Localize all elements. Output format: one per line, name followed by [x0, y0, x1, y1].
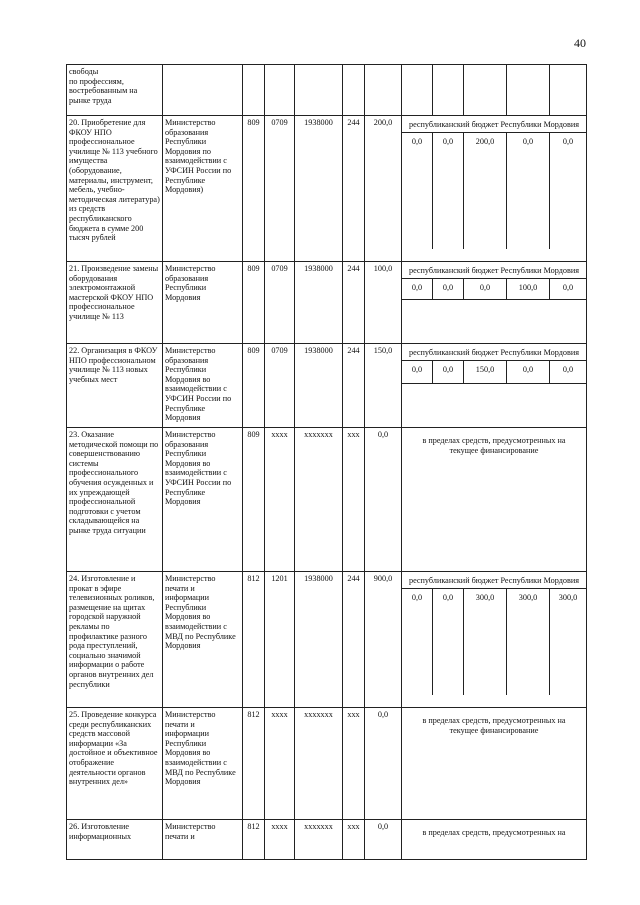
total-cell: 0,0	[365, 708, 402, 820]
grbs-cell: 809	[243, 116, 265, 262]
total-cell: 0,0	[365, 428, 402, 572]
year-value: 0,0	[411, 592, 423, 602]
funding-source: республиканский бюджет Республики Мордовия	[402, 116, 586, 133]
funding-source: республиканский бюджет Республики Мордовия	[402, 344, 586, 361]
executor-cell: Министерство образования Республики Мордовия во взаимодействии с УФСИН России по Республике Мордовия	[163, 428, 243, 572]
table-row	[67, 344, 587, 428]
year-value: 0,0	[411, 136, 423, 146]
csr-cell: ххххххх	[295, 708, 343, 820]
measure-name-cell: 21. Произведение замены оборудования электромонтажной мастерской ФКОУ НПО профессиональное училище № 113	[67, 262, 163, 344]
funding-note: в пределах средств, предусмотренных на текущее финансирование	[422, 716, 566, 735]
year-value: 0,0	[507, 133, 550, 249]
rzpr-cell: 0709	[265, 344, 295, 428]
year-value: 0,0	[433, 361, 464, 383]
year-value: 150,0	[464, 361, 507, 383]
rzpr-cell: 1201	[265, 572, 295, 708]
funding-cell	[402, 65, 587, 116]
measure-name-cell: 25. Проведение конкурса среди республиканских средств массовой информации «За достойное и объективное отображение деятельности органов внутренних дел»	[67, 708, 163, 820]
total-cell: 150,0	[365, 344, 402, 428]
year-value: 100,0	[507, 279, 550, 299]
csr-cell: 1938000	[295, 262, 343, 344]
funding-cell	[402, 344, 587, 428]
grbs-cell: 809	[243, 344, 265, 428]
year-value: 0,0	[433, 133, 464, 249]
funding-note-cell	[402, 428, 587, 572]
csr-cell: ххххххх	[295, 820, 343, 860]
table-row	[67, 262, 587, 344]
year-value: 0,0	[411, 282, 423, 292]
measure-name-cell: свободы по профессиям, востребованным на рынке труда	[67, 65, 163, 116]
measure-name-cell: 26. Изготовление информационных	[67, 820, 163, 860]
funding-note-cell	[402, 820, 587, 860]
program-measures-table	[66, 64, 587, 860]
grbs-cell: 812	[243, 708, 265, 820]
grbs-cell: 812	[243, 820, 265, 860]
executor-cell: Министерство печати и информации Республики Мордовия во взаимодействии с МВД по Республике Мордовия	[163, 572, 243, 708]
executor-cell: Министерство образования Республики Мордовия по взаимодействии с УФСИН России по Республике Мордовия)	[163, 116, 243, 262]
table-row	[67, 708, 587, 820]
funding-source: республиканский бюджет Республики Мордовия	[402, 262, 586, 279]
measure-name-cell: 23. Оказание методической помощи по совершенствованию системы профессионального обучения осужденных и их упреждающей профессиональной подготовки с учетом складывающейся на рынке труда ситуации	[67, 428, 163, 572]
year-value: 300,0	[550, 589, 587, 695]
table-row	[67, 820, 587, 860]
year-value: 200,0	[464, 133, 507, 249]
year-value: 300,0	[507, 589, 550, 695]
vr-cell: ххх	[343, 820, 365, 860]
funding-note: в пределах средств, предусмотренных на	[422, 828, 566, 837]
csr-cell: 1938000	[295, 344, 343, 428]
executor-cell: Министерство образования Республики Мордовия	[163, 262, 243, 344]
funding-cell	[402, 262, 587, 344]
year-value: 0,0	[550, 133, 587, 249]
table-row	[67, 572, 587, 708]
executor-cell: Министерство печати и	[163, 820, 243, 860]
funding-cell	[402, 116, 587, 262]
csr-cell: 1938000	[295, 572, 343, 708]
measure-name-cell: 22. Организация в ФКОУ НПО профессиональном училище № 113 новых учебных мест	[67, 344, 163, 428]
table-row-fragment	[67, 65, 587, 116]
page-number: 40	[574, 36, 586, 50]
vr-cell: 244	[343, 262, 365, 344]
vr-cell: 244	[343, 572, 365, 708]
year-value: 300,0	[464, 589, 507, 695]
year-value: 0,0	[433, 279, 464, 299]
table-row	[67, 428, 587, 572]
total-cell: 100,0	[365, 262, 402, 344]
measure-name-cell: 20. Приобретение для ФКОУ НПО профессиональное училище № 113 учебного имущества (оборудование, материалы, инструмент, мебель, учебно-методическая литература) из средств республиканского бюджета в сумме 200 тысяч рублей	[67, 116, 163, 262]
csr-cell: 1938000	[295, 116, 343, 262]
year-value: 0,0	[550, 361, 587, 383]
csr-cell: ххххххх	[295, 428, 343, 572]
year-value: 0,0	[433, 589, 464, 695]
year-value: 0,0	[411, 364, 423, 374]
grbs-cell: 809	[243, 428, 265, 572]
grbs-cell: 809	[243, 262, 265, 344]
funding-cell	[402, 572, 587, 708]
year-value: 0,0	[464, 279, 507, 299]
total-cell: 900,0	[365, 572, 402, 708]
year-value: 0,0	[550, 279, 587, 299]
vr-cell: 244	[343, 344, 365, 428]
funding-source: республиканский бюджет Республики Мордовия	[402, 572, 586, 589]
measure-name-cell: 24. Изготовление и прокат в эфире телевизионных роликов, размещение на щитах городской наружной рекламы по профилактике разного рода преступлений, социально значимой информации о работе органов внутренних дел республики	[67, 572, 163, 708]
program-table-sheet	[66, 64, 586, 860]
rzpr-cell: 0709	[265, 116, 295, 262]
rzpr-cell: хххх	[265, 708, 295, 820]
vr-cell: ххх	[343, 428, 365, 572]
rzpr-cell: хххх	[265, 820, 295, 860]
rzpr-cell: 0709	[265, 262, 295, 344]
funding-note-cell	[402, 708, 587, 820]
grbs-cell: 812	[243, 572, 265, 708]
total-cell: 200,0	[365, 116, 402, 262]
total-cell: 0,0	[365, 820, 402, 860]
year-value: 0,0	[507, 361, 550, 383]
executor-cell: Министерство образования Республики Мордовия во взаимодействии с УФСИН России по Республике Мордовия	[163, 344, 243, 428]
executor-cell: Министерство печати и информации Республики Мордовия во взаимодействии с МВД по Республике Мордовия	[163, 708, 243, 820]
rzpr-cell: хххх	[265, 428, 295, 572]
funding-note: в пределах средств, предусмотренных на текущее финансирование	[422, 436, 566, 455]
table-row	[67, 116, 587, 262]
vr-cell: ххх	[343, 708, 365, 820]
vr-cell: 244	[343, 116, 365, 262]
